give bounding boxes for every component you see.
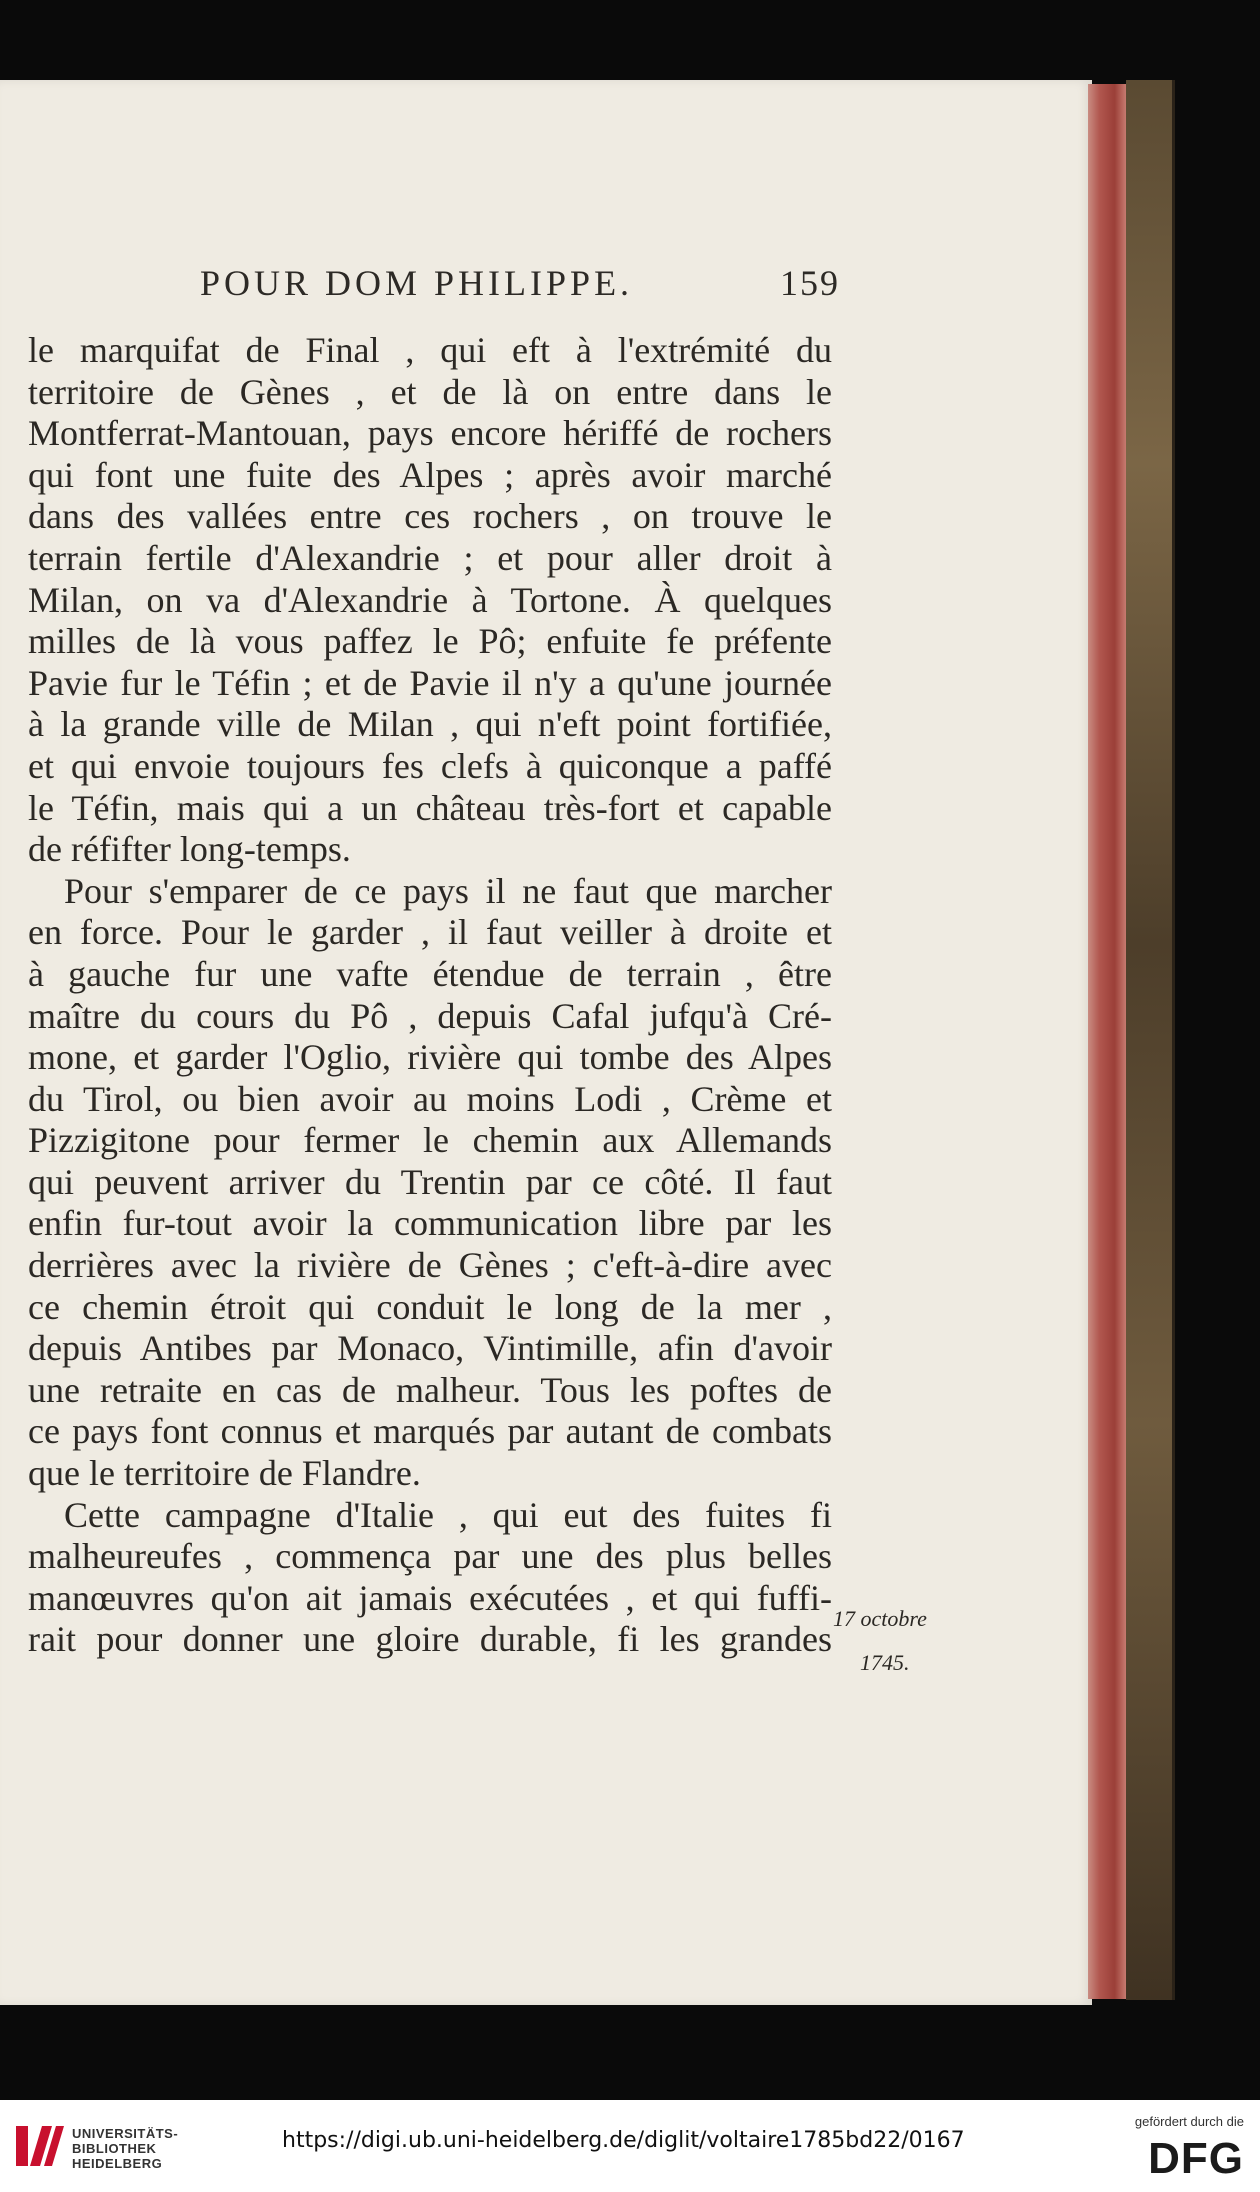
book-cover-edge [1126,80,1175,2000]
text-line: Montferrat-Mantouan, pays encore hériffé de rochers [28,413,832,454]
text-line: malheureufes , commença par une des plus belles [28,1536,832,1577]
text-line: enfin fur-tout avoir la communication libre par les [28,1203,832,1244]
running-title: POUR DOM PHILIPPE. [200,263,634,303]
margin-note-year: 1745. [860,1650,910,1675]
text-line: le marquifat de Final , qui eft à l'extrémité du [28,330,832,370]
text-line: qui font une fuite des Alpes ; après avoir marché [28,454,832,495]
text-line: à la grande ville de Milan , qui n'eft point fortifiée, [28,704,832,745]
text-line: de réfifter long-temps. [28,829,351,870]
page-edge [1088,84,1126,1999]
library-logo-icon [12,2118,68,2174]
text-line: à gauche fur une vafte étendue de terrain , être [28,953,832,994]
page-number: 159 [780,263,840,303]
text-line: territoire de Gènes , et de là on entre dans le [28,371,832,412]
library-name [72,2126,178,2171]
library-name-line: UNIVERSITÄTS- [72,2126,179,2141]
text-line: manœuvres qu'on ait jamais exécutées , et qui fuffi- [28,1577,832,1618]
text-line: le Téfin, mais qui a un château très-fort et capable [28,787,832,828]
dfg-logo: DFG [1148,2134,1244,2183]
text-line: Cette campagne d'Italie , qui eut des fuites fi [64,1494,832,1535]
funder-label: gefördert durch die [1134,2114,1244,2129]
text-line: en force. Pour le garder , il faut veiller à droite et [28,912,832,953]
text-line: maître du cours du Pô , depuis Cafal jufqu'à Cré- [28,995,832,1036]
text-line: ce chemin étroit qui conduit le long de la mer , [28,1286,832,1327]
text-line: que le territoire de Flandre. [28,1453,421,1494]
text-line: qui peuvent arriver du Trentin par ce côté. Il faut [28,1161,832,1202]
text-line: et qui envoie toujours fes clefs à quiconque a paffé [28,745,832,786]
text-line: derrières avec la rivière de Gènes ; c'eft-à-dire avec [28,1245,832,1286]
text-line: Pavie fur le Téfin ; et de Pavie il n'y a qu'une journée [28,662,832,703]
page-header [200,262,840,310]
text-line: du Tirol, ou bien avoir au moins Lodi , Crème et [28,1078,832,1119]
text-line: dans des vallées entre ces rochers , on trouve le [28,496,832,537]
text-line: Pizzigitone pour fermer le chemin aux Allemands [28,1120,832,1161]
body-text [28,330,832,1661]
permalink-url[interactable]: https://digi.ub.uni-heidelberg.de/diglit/voltaire1785bd22/0167 [282,2128,965,2153]
text-line: une retraite en cas de malheur. Tous les poftes de [28,1369,832,1410]
library-name-line: HEIDELBERG [72,2156,163,2171]
text-line: mone, et garder l'Oglio, rivière qui tombe des Alpes [28,1037,832,1078]
text-line: milles de là vous paffez le Pô; enfuite fe préfente [28,621,832,662]
text-line: ce pays font connus et marqués par autant de combats [28,1411,832,1452]
library-name-line: BIBLIOTHEK [72,2141,157,2156]
margin-note-date: 17 octobre [833,1606,927,1631]
text-line: terrain fertile d'Alexandrie ; et pour aller droit à [28,537,832,578]
text-line: Pour s'emparer de ce pays il ne faut que marcher [64,870,832,911]
footer-bar [0,2100,1260,2192]
text-line: Milan, on va d'Alexandrie à Tortone. À quelques [28,579,832,620]
text-line: depuis Antibes par Monaco, Vintimille, afin d'avoir [28,1328,832,1369]
text-line: rait pour donner une gloire durable, fi les grandes [28,1619,832,1660]
